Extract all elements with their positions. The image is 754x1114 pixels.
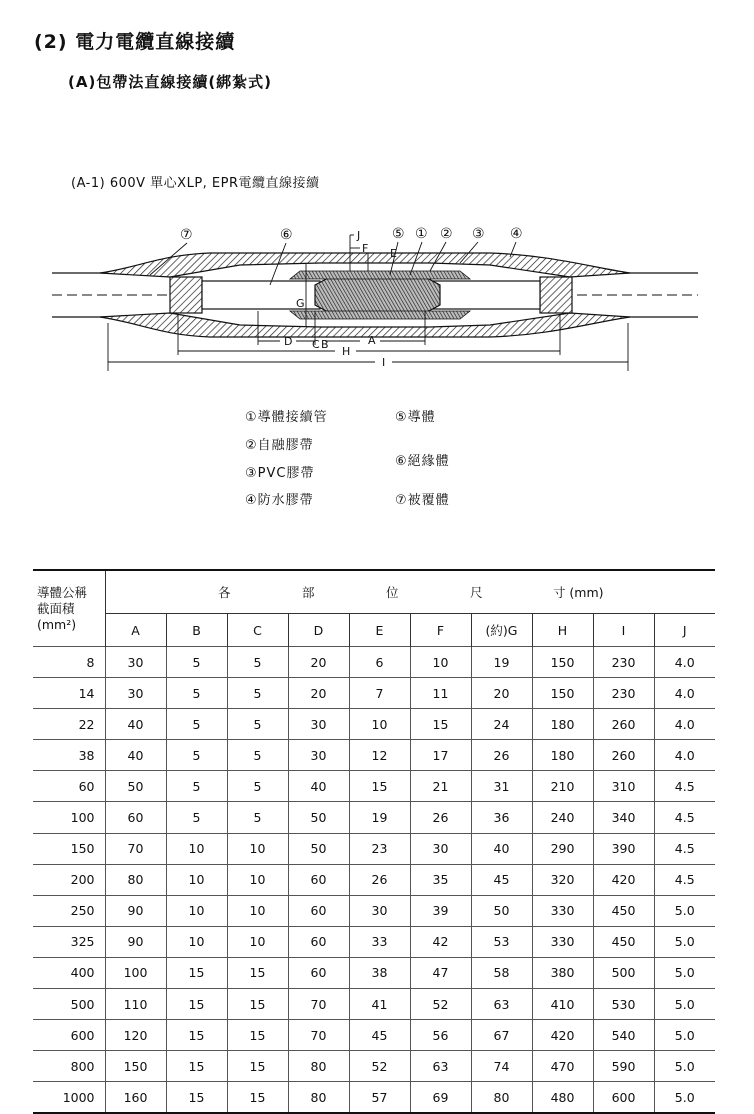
table-cell: 160: [105, 1082, 166, 1114]
dim-label-e: E: [390, 247, 397, 260]
table-cell: 58: [471, 957, 532, 988]
row-size-cell: 38: [33, 740, 105, 771]
table-row: [33, 1082, 715, 1114]
table-cell: 15: [349, 771, 410, 802]
table-row: [33, 740, 715, 771]
legend-item-2: ②自融膠帶: [245, 438, 314, 453]
col-header: A: [105, 614, 166, 647]
table-cell: 5: [227, 709, 288, 740]
row-size-cell: 14: [33, 678, 105, 709]
table-cell: 10: [166, 895, 227, 926]
table-cell: 60: [288, 895, 349, 926]
table-cell: 67: [471, 1020, 532, 1051]
table-cell: 80: [471, 1082, 532, 1114]
sheath-end-right: [540, 277, 572, 313]
table-cell: 340: [593, 802, 654, 833]
table-cell: 60: [288, 926, 349, 957]
legend-item-5: ⑤導體: [395, 410, 436, 425]
table-cell: 10: [166, 864, 227, 895]
table-cell: 5: [166, 740, 227, 771]
table-row: [33, 926, 715, 957]
table-cell: 60: [288, 864, 349, 895]
table-cell: 45: [349, 1020, 410, 1051]
table-cell: 38: [349, 957, 410, 988]
table-cell: 52: [349, 1051, 410, 1082]
table-cell: 5: [166, 709, 227, 740]
dim-label-a: A: [368, 334, 376, 347]
row-size-cell: 500: [33, 989, 105, 1020]
table-cell: 15: [227, 1020, 288, 1051]
table-cell: 5: [166, 647, 227, 678]
page-title: (2) 電力電纜直線接續: [34, 31, 236, 53]
table-row: [33, 678, 715, 709]
table-cell: 26: [349, 864, 410, 895]
table-cell: 10: [410, 647, 471, 678]
dim-label-g: G: [296, 297, 305, 310]
table-row: [33, 647, 715, 678]
table-cell: 30: [105, 678, 166, 709]
table-cell: 260: [593, 709, 654, 740]
table-cell: 480: [532, 1082, 593, 1114]
table-cell: 24: [471, 709, 532, 740]
table-cell: 470: [532, 1051, 593, 1082]
table-cell: 500: [593, 957, 654, 988]
legend-item-1: ①導體接續管: [245, 410, 328, 425]
marker-3: ③: [472, 226, 485, 242]
table-cell: 4.5: [654, 864, 715, 895]
cable-joint-diagram: [30, 215, 710, 375]
table-cell: 80: [288, 1082, 349, 1114]
table-cell: 80: [288, 1051, 349, 1082]
table-cell: 4.0: [654, 740, 715, 771]
table-cell: 6: [349, 647, 410, 678]
table-cell: 4.5: [654, 771, 715, 802]
table-cell: 31: [471, 771, 532, 802]
col-header: B: [166, 614, 227, 647]
table-cell: 21: [410, 771, 471, 802]
table-cell: 26: [471, 740, 532, 771]
table-row: [33, 864, 715, 895]
table-cell: 39: [410, 895, 471, 926]
row-size-cell: 800: [33, 1051, 105, 1082]
table-cell: 26: [410, 802, 471, 833]
dim-label-b: B: [321, 338, 329, 351]
column-header-row: [33, 614, 715, 647]
table-cell: 5.0: [654, 1020, 715, 1051]
table-cell: 15: [166, 1082, 227, 1114]
table-row: [33, 1020, 715, 1051]
table-cell: 40: [288, 771, 349, 802]
table-cell: 10: [227, 864, 288, 895]
table-cell: 15: [227, 957, 288, 988]
table-cell: 10: [166, 833, 227, 864]
table-cell: 210: [532, 771, 593, 802]
table-cell: 70: [288, 989, 349, 1020]
table-cell: 11: [410, 678, 471, 709]
table-cell: 30: [105, 647, 166, 678]
table-row: [33, 895, 715, 926]
table-cell: 45: [471, 864, 532, 895]
table-row: [33, 771, 715, 802]
row-size-cell: 22: [33, 709, 105, 740]
table-cell: 19: [349, 802, 410, 833]
table-cell: 20: [288, 647, 349, 678]
table-cell: 5: [166, 771, 227, 802]
col-header: D: [288, 614, 349, 647]
table-cell: 35: [410, 864, 471, 895]
table-cell: 150: [532, 647, 593, 678]
dim-label-d: D: [284, 335, 293, 348]
table-cell: 4.5: [654, 833, 715, 864]
table-row: [33, 802, 715, 833]
table-cell: 57: [349, 1082, 410, 1114]
table-cell: 5: [227, 678, 288, 709]
table-cell: 330: [532, 895, 593, 926]
table-cell: 590: [593, 1051, 654, 1082]
table-cell: 10: [227, 833, 288, 864]
table-row: [33, 1051, 715, 1082]
dim-label-c: C: [312, 338, 320, 351]
table-cell: 40: [471, 833, 532, 864]
table-cell: 600: [593, 1082, 654, 1114]
table-cell: 7: [349, 678, 410, 709]
table-cell: 120: [105, 1020, 166, 1051]
table-cell: 70: [288, 1020, 349, 1051]
table-cell: 180: [532, 709, 593, 740]
table-cell: 5: [166, 802, 227, 833]
figure-caption: (A-1) 600V 單心XLP, EPR電纜直線接續: [71, 176, 320, 191]
table-cell: 320: [532, 864, 593, 895]
table-cell: 60: [288, 957, 349, 988]
table-cell: 90: [105, 926, 166, 957]
table-cell: 540: [593, 1020, 654, 1051]
table-cell: 5.0: [654, 926, 715, 957]
table-cell: 23: [349, 833, 410, 864]
table-cell: 330: [532, 926, 593, 957]
col-header: C: [227, 614, 288, 647]
table-cell: 74: [471, 1051, 532, 1082]
table-cell: 15: [166, 957, 227, 988]
insulation-right: [430, 281, 540, 309]
table-cell: 30: [410, 833, 471, 864]
table-cell: 5.0: [654, 1051, 715, 1082]
row-size-cell: 1000: [33, 1082, 105, 1114]
dimension-table: [33, 569, 715, 1114]
table-cell: 390: [593, 833, 654, 864]
table-cell: 450: [593, 926, 654, 957]
table-cell: 380: [532, 957, 593, 988]
table-cell: 50: [288, 802, 349, 833]
table-cell: 56: [410, 1020, 471, 1051]
dim-label-j: J: [357, 229, 361, 242]
table-cell: 5: [227, 647, 288, 678]
dim-label-i: I: [382, 356, 386, 369]
table-cell: 40: [105, 740, 166, 771]
table-cell: 17: [410, 740, 471, 771]
table-cell: 63: [471, 989, 532, 1020]
table-cell: 10: [227, 895, 288, 926]
table-cell: 19: [471, 647, 532, 678]
marker-4: ④: [510, 226, 523, 242]
table-cell: 5.0: [654, 989, 715, 1020]
table-cell: 5: [166, 678, 227, 709]
row-size-cell: 400: [33, 957, 105, 988]
section-subtitle: (A)包帶法直線接續(綁紮式): [68, 73, 273, 91]
table-cell: 63: [410, 1051, 471, 1082]
table-cell: 50: [288, 833, 349, 864]
table-cell: 80: [105, 864, 166, 895]
table-cell: 150: [532, 678, 593, 709]
table-cell: 70: [105, 833, 166, 864]
stub-header: 導體公稱 截面積 (mm²): [33, 570, 105, 647]
table-row: [33, 709, 715, 740]
marker-6: ⑥: [280, 227, 293, 243]
table-cell: 230: [593, 678, 654, 709]
col-header: (約)G: [471, 614, 532, 647]
table-cell: 4.0: [654, 647, 715, 678]
table-cell: 40: [105, 709, 166, 740]
col-header: E: [349, 614, 410, 647]
table-cell: 90: [105, 895, 166, 926]
col-header: J: [654, 614, 715, 647]
table-cell: 15: [227, 1082, 288, 1114]
table-row: [33, 989, 715, 1020]
marker-7: ⑦: [180, 227, 193, 243]
table-cell: 4.0: [654, 678, 715, 709]
table-cell: 310: [593, 771, 654, 802]
table-cell: 10: [166, 926, 227, 957]
table-cell: 420: [593, 864, 654, 895]
col-header: H: [532, 614, 593, 647]
table-cell: 20: [288, 678, 349, 709]
table-cell: 10: [227, 926, 288, 957]
table-cell: 69: [410, 1082, 471, 1114]
group-header: 各 部 位 尺 寸 (mm): [105, 570, 715, 614]
legend-item-7: ⑦被覆體: [395, 493, 450, 508]
sheath-end-left: [170, 277, 202, 313]
table-cell: 530: [593, 989, 654, 1020]
marker-2: ②: [440, 226, 453, 242]
table-row: [33, 833, 715, 864]
marker-5: ⑤: [392, 226, 405, 242]
col-header: F: [410, 614, 471, 647]
connector-sleeve: [315, 277, 440, 313]
table-cell: 47: [410, 957, 471, 988]
table-cell: 20: [471, 678, 532, 709]
table-cell: 450: [593, 895, 654, 926]
table-cell: 41: [349, 989, 410, 1020]
legend-item-4: ④防水膠帶: [245, 493, 314, 508]
table-cell: 15: [227, 989, 288, 1020]
table-cell: 30: [288, 709, 349, 740]
table-cell: 260: [593, 740, 654, 771]
table-cell: 60: [105, 802, 166, 833]
row-size-cell: 200: [33, 864, 105, 895]
table-cell: 180: [532, 740, 593, 771]
table-cell: 53: [471, 926, 532, 957]
table-cell: 10: [349, 709, 410, 740]
table-cell: 4.0: [654, 709, 715, 740]
table-cell: 42: [410, 926, 471, 957]
table-cell: 5: [227, 802, 288, 833]
table-cell: 15: [166, 1051, 227, 1082]
table-cell: 5: [227, 771, 288, 802]
row-size-cell: 600: [33, 1020, 105, 1051]
table-cell: 15: [410, 709, 471, 740]
table-cell: 33: [349, 926, 410, 957]
row-size-cell: 325: [33, 926, 105, 957]
table-cell: 5.0: [654, 1082, 715, 1114]
table-cell: 5.0: [654, 957, 715, 988]
col-header: I: [593, 614, 654, 647]
legend-item-6: ⑥絕緣體: [395, 454, 450, 469]
row-size-cell: 150: [33, 833, 105, 864]
table-cell: 110: [105, 989, 166, 1020]
table-cell: 290: [532, 833, 593, 864]
table-cell: 240: [532, 802, 593, 833]
table-cell: 4.5: [654, 802, 715, 833]
table-cell: 15: [166, 989, 227, 1020]
table-cell: 36: [471, 802, 532, 833]
table-cell: 5.0: [654, 895, 715, 926]
table-cell: 230: [593, 647, 654, 678]
table-cell: 50: [471, 895, 532, 926]
row-size-cell: 60: [33, 771, 105, 802]
table-row: [33, 957, 715, 988]
table-cell: 15: [166, 1020, 227, 1051]
row-size-cell: 100: [33, 802, 105, 833]
row-size-cell: 250: [33, 895, 105, 926]
table-cell: 30: [288, 740, 349, 771]
table-cell: 410: [532, 989, 593, 1020]
marker-1: ①: [415, 226, 428, 242]
table-cell: 420: [532, 1020, 593, 1051]
dim-label-h: H: [342, 345, 351, 358]
table-cell: 15: [227, 1051, 288, 1082]
table-cell: 30: [349, 895, 410, 926]
table-cell: 150: [105, 1051, 166, 1082]
table-cell: 50: [105, 771, 166, 802]
table-cell: 12: [349, 740, 410, 771]
table-cell: 5: [227, 740, 288, 771]
table-cell: 100: [105, 957, 166, 988]
dim-label-f: F: [362, 242, 369, 255]
legend-item-3: ③PVC膠帶: [245, 466, 315, 481]
row-size-cell: 8: [33, 647, 105, 678]
table-cell: 52: [410, 989, 471, 1020]
